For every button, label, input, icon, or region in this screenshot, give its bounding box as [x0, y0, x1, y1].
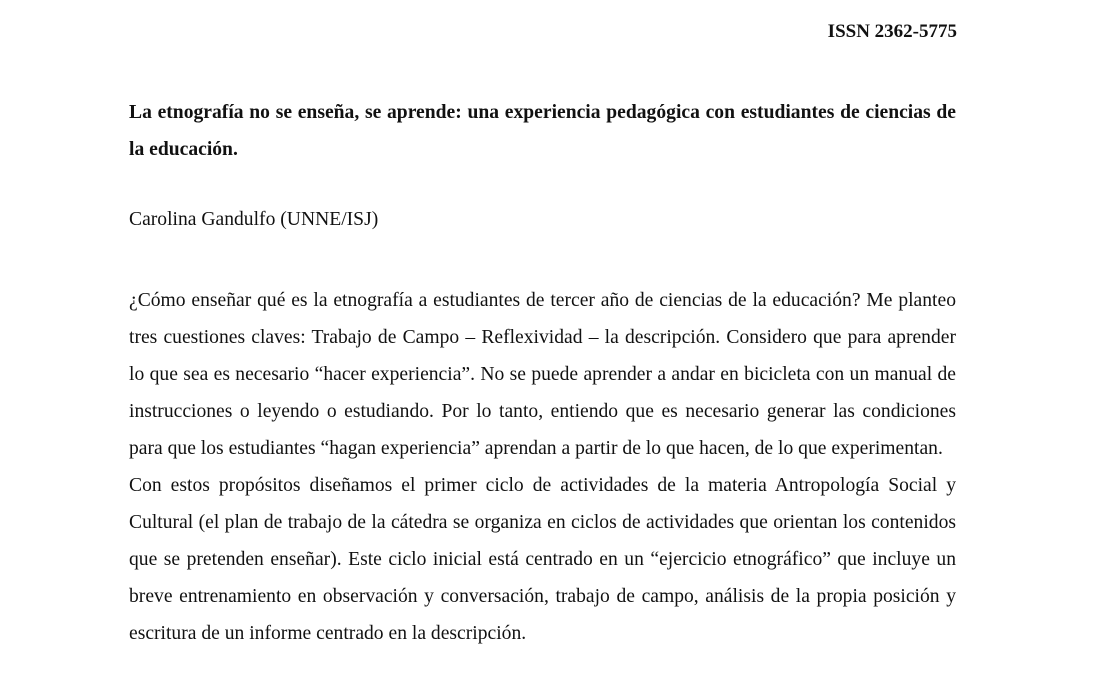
article-body [129, 282, 956, 652]
body-paragraph: Con estos propósitos diseñamos el primer ciclo de actividades de la materia Antropología Social y Cultural (el plan de trabajo de la cátedra se organiza en ciclos de actividades que orientan los contenidos que se pretenden enseñar). Este ciclo inicial está centrado en un “ejercicio etnográfico” que incluye un breve entrenamiento en observación y conversación, trabajo de campo, análisis de la propia posición y escritura de un informe centrado en la descripción. [129, 475, 956, 644]
issn-header: ISSN 2362-5775 [827, 21, 957, 42]
author-line: Carolina Gandulfo (UNNE/ISJ) [129, 209, 379, 230]
body-paragraph: ¿Cómo enseñar qué es la etnografía a estudiantes de tercer año de ciencias de la educación? Me planteo tres cuestiones claves: Trabajo de Campo – Reflexividad – la descripción. Considero que para aprender lo que sea es necesario “hacer experiencia”. No se puede aprender a andar en bicicleta con un manual de instrucciones o leyendo o estudiando. Por lo tanto, entiendo que es necesario generar las condiciones para que los estudiantes “hagan experiencia” aprendan a partir de lo que hacen, de lo que experimentan. [129, 290, 956, 459]
article-title: La etnografía no se enseña, se aprende: una experiencia pedagógica con estudiantes de ciencias de la educación. [129, 102, 956, 160]
